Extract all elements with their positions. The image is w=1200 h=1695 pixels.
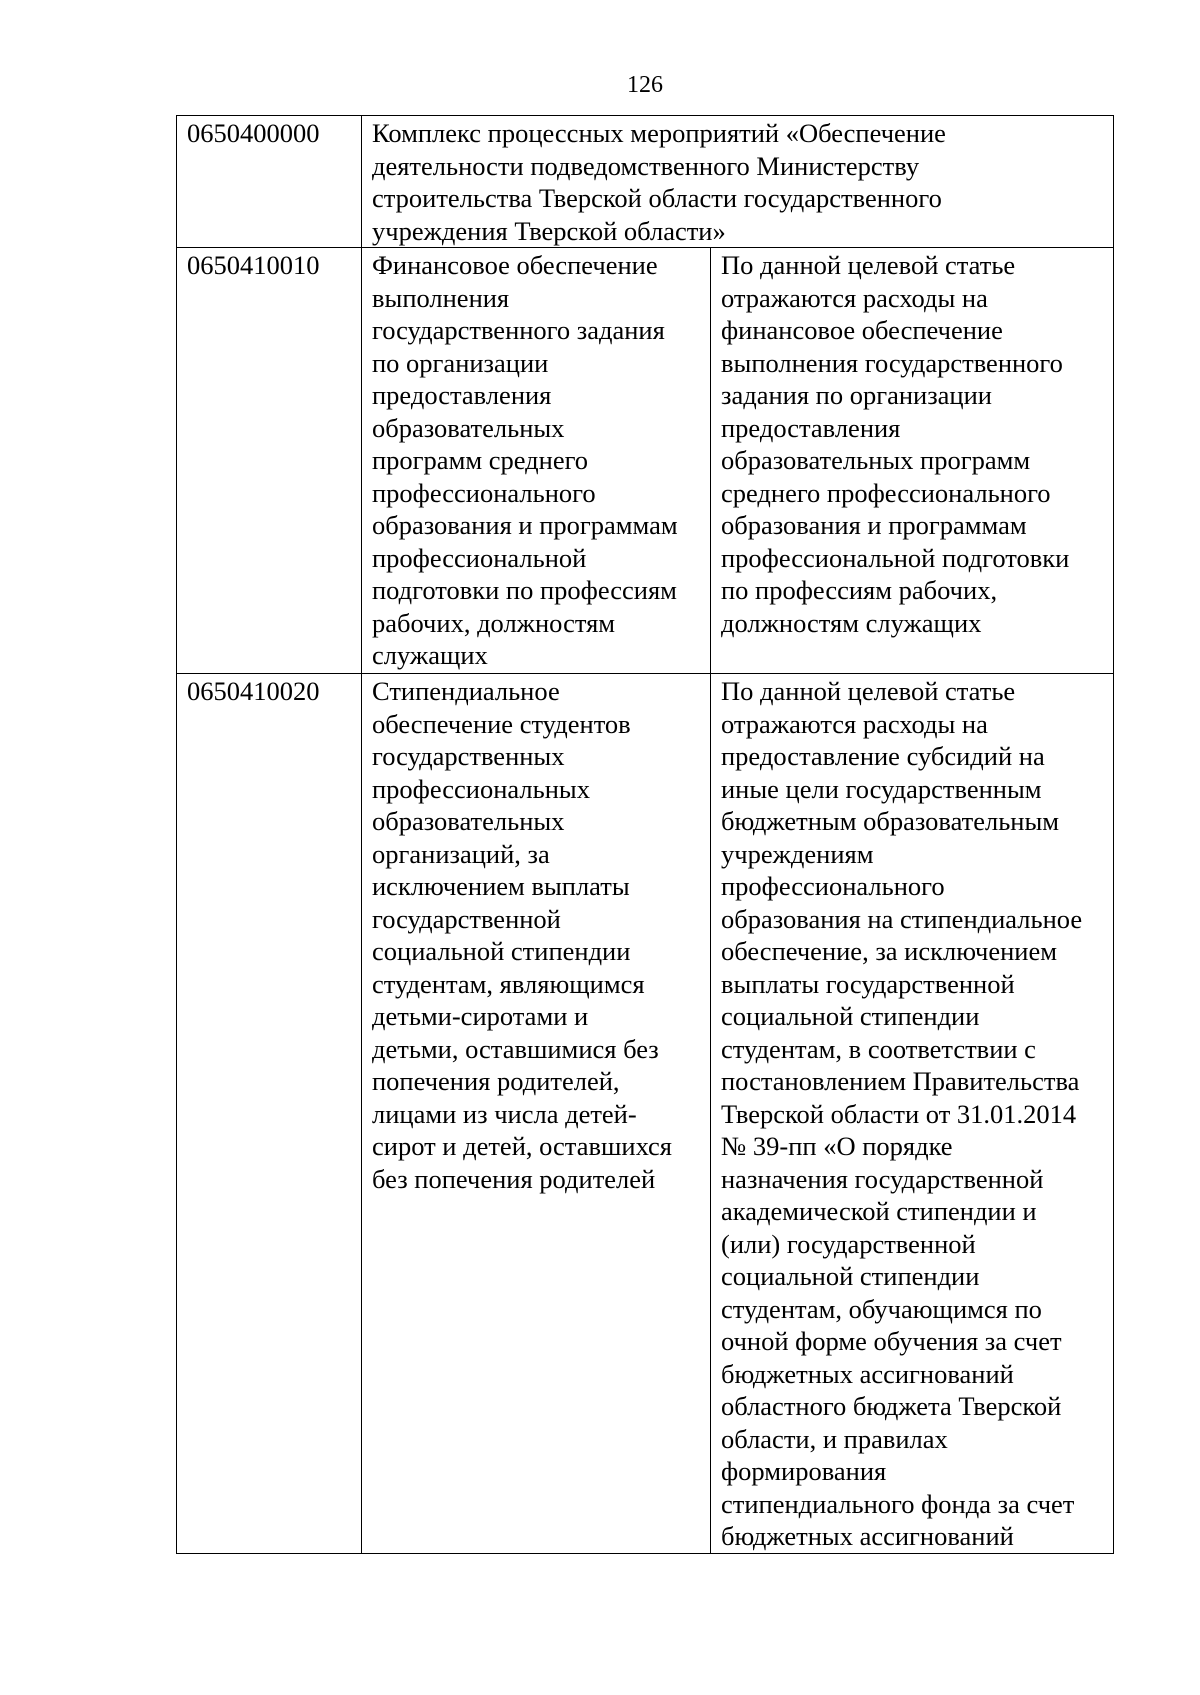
name-text: Стипендиальное обеспечение студентов государственных профессиональных образовательных организаций, за исключением выплаты государственной социальной стипендии студентам, являющимся детьми-сиротами и детьми, оставшимися без попечения родителей, лицами из числа детей- сирот и детей, оставшихся без попечения родителей [372, 676, 673, 1194]
name-cell [362, 248, 711, 674]
code-text: 0650410020 [187, 676, 320, 706]
code-cell [177, 674, 362, 1554]
name-text: Финансовое обеспечение выполнения государственного задания по организации предоставления образовательных программ среднего профессионального образования и программам профессиональной подготовки по профессиям рабочих, должностям служащих [372, 250, 678, 670]
code-text: 0650410010 [187, 250, 320, 280]
description-cell [711, 248, 1114, 674]
name-text: Комплекс процессных мероприятий «Обеспечение деятельности подведомственного Министерству строительства Тверской области государственного учреждения Тверской области» [372, 118, 946, 246]
table-row [177, 248, 1114, 674]
table-row [177, 674, 1114, 1554]
code-cell [177, 248, 362, 674]
budget-classification-table [176, 115, 1114, 1554]
code-text: 0650400000 [187, 118, 320, 148]
code-cell [177, 116, 362, 248]
name-cell [362, 116, 1114, 248]
page-number: 126 [627, 72, 663, 98]
name-cell [362, 674, 711, 1554]
description-text: По данной целевой статье отражаются расходы на финансовое обеспечение выполнения государственного задания по организации предоставления образовательных программ среднего профессионального образования и программам профессиональной подготовки по профессиям рабочих, должностям служащих [721, 250, 1070, 638]
table-row [177, 116, 1114, 248]
description-cell [711, 674, 1114, 1554]
description-text: По данной целевой статье отражаются расходы на предоставление субсидий на иные цели государственным бюджетным образовательным учреждениям профессионального образования на стипендиальное обеспечение, за исключением выплаты государственной социальной стипендии студентам, в соответствии с постановлением Правительства Тверской области от 31.01.2014 № 39-пп «О порядке назначения государственной академической стипендии и (или) государственной социальной стипендии студентам, обучающимся по очной форме обучения за счет бюджетных ассигнований областного бюджета Тверской области, и правилах формирования стипендиального фонда за счет бюджетных ассигнований [721, 676, 1083, 1551]
